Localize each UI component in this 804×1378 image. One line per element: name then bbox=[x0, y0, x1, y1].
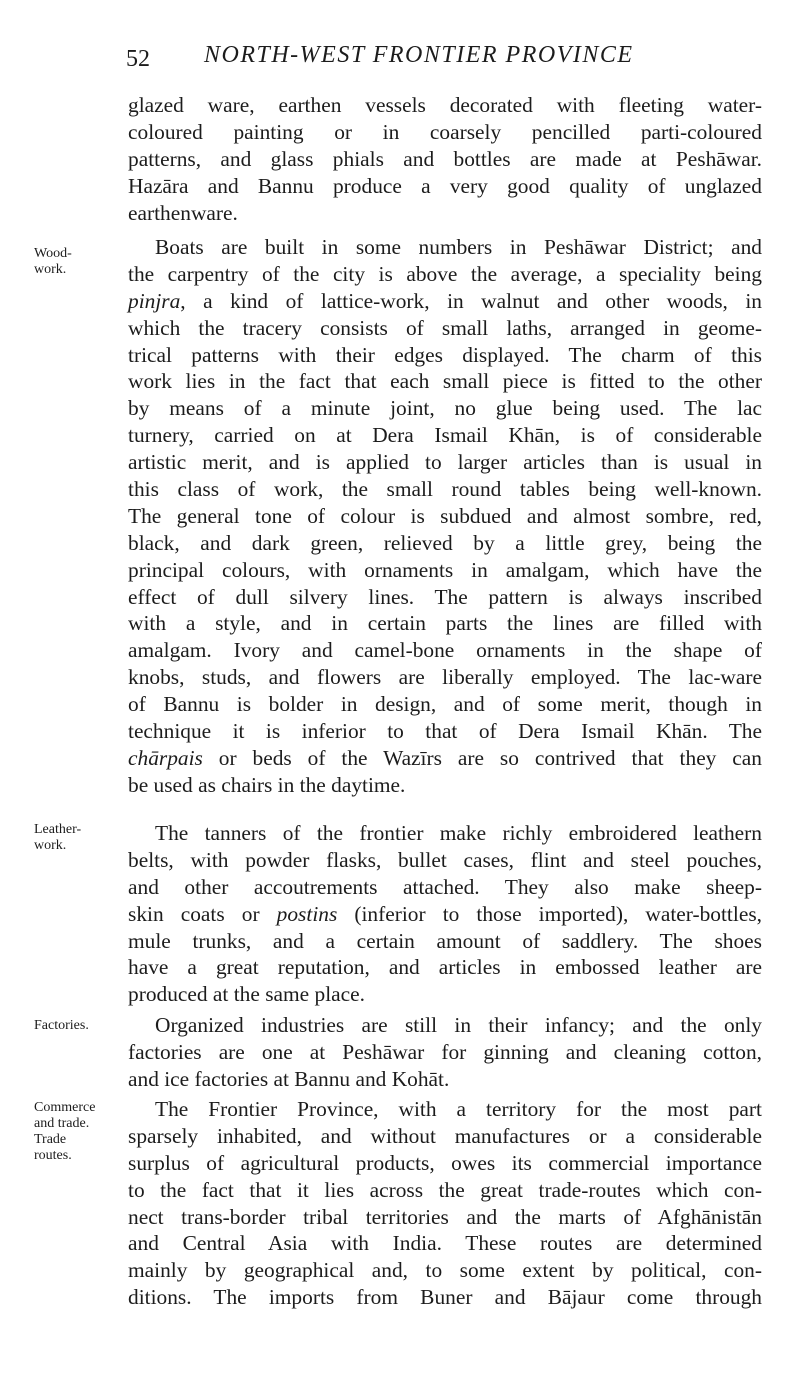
margin-note-line: and trade. bbox=[34, 1116, 90, 1131]
italic-term-charpais: chārpais bbox=[128, 745, 203, 770]
margin-note-commerce bbox=[34, 1100, 120, 1164]
text-line: with a style, and in certain parts the lines are filled with bbox=[128, 611, 762, 636]
text-line: which the tracery consists of small laths, arranged in geome- bbox=[128, 315, 762, 340]
text-line bbox=[128, 745, 762, 772]
text-line: ditions. The imports from Buner and Bājaur come through bbox=[128, 1285, 762, 1310]
paragraph-commerce bbox=[128, 1096, 762, 1311]
italic-term-postins: postins bbox=[276, 901, 338, 926]
text-line: work lies in the fact that each small piece is fitted to the other bbox=[128, 369, 762, 394]
paragraph-pottery bbox=[128, 92, 762, 226]
text-line: Boats are built in some numbers in Peshāwar District; and bbox=[155, 235, 762, 259]
text-line: nect trans-border tribal territories and the marts of Afghānistān bbox=[128, 1204, 762, 1229]
margin-note-line: work. bbox=[34, 262, 67, 277]
text-line: and ice factories at Bannu and Kohāt. bbox=[128, 1066, 450, 1091]
margin-note-leatherwork bbox=[34, 822, 120, 854]
margin-note-line: Commerce bbox=[34, 1100, 96, 1115]
text-line-start: skin coats or bbox=[128, 901, 277, 926]
text-line: belts, with powder flasks, bullet cases, flint and steel pouches, bbox=[128, 847, 762, 872]
text-line: Organized industries are still in their infancy; and the only bbox=[155, 1013, 762, 1037]
text-line: sparsely inhabited, and without manufactures or a considerable bbox=[128, 1123, 762, 1148]
italic-term-pinjra: pinjra bbox=[128, 288, 181, 313]
text-line: The Frontier Province, with a territory for the most part bbox=[155, 1097, 762, 1121]
text-line: have a great reputation, and articles in embossed leather are bbox=[128, 955, 762, 980]
text-line: The tanners of the frontier make richly embroidered leathern bbox=[155, 821, 762, 845]
margin-note-line: Wood- bbox=[34, 246, 72, 261]
margin-note-line: routes. bbox=[34, 1148, 72, 1163]
text-line: mainly by geographical and, to some extent by political, con- bbox=[128, 1258, 762, 1283]
paragraph-leatherwork bbox=[128, 820, 762, 1008]
text-line: coloured painting or in coarsely pencilled parti-coloured bbox=[128, 119, 762, 144]
margin-note-line: Trade bbox=[34, 1132, 67, 1147]
text-line: the carpentry of the city is above the average, a speciality being bbox=[128, 261, 762, 286]
text-line: technique it is inferior to that of Dera Ismail Khān. The bbox=[128, 719, 762, 744]
text-line: black, and dark green, relieved by a little grey, being the bbox=[128, 530, 762, 555]
text-line: glazed ware, earthen vessels decorated with fleeting water- bbox=[128, 93, 762, 117]
text-line-rest: , a kind of lattice-work, in walnut and other woods, in bbox=[180, 288, 762, 313]
paragraph-woodwork bbox=[128, 234, 762, 799]
text-line: and Central Asia with India. These routes are determined bbox=[128, 1231, 762, 1256]
text-line: mule trunks, and a certain amount of saddlery. The shoes bbox=[128, 928, 762, 953]
text-line: and other accoutrements attached. They also make sheep- bbox=[128, 874, 762, 899]
text-line: Hazāra and Bannu produce a very good quality of unglazed bbox=[128, 173, 762, 198]
text-line: surplus of agricultural products, owes its commercial importance bbox=[128, 1150, 762, 1175]
running-title: NORTH-WEST FRONTIER PROVINCE bbox=[204, 42, 634, 68]
text-line: be used as chairs in the daytime. bbox=[128, 772, 406, 797]
text-line: artistic merit, and is applied to larger articles than is usual in bbox=[128, 450, 762, 475]
margin-note-factories bbox=[34, 1018, 120, 1034]
text-line: amalgam. Ivory and camel-bone ornaments in the shape of bbox=[128, 638, 762, 663]
page-number: 52 bbox=[126, 46, 150, 72]
text-line: The general tone of colour is subdued and almost sombre, red, bbox=[128, 503, 762, 528]
text-line: by means of a minute joint, no glue being used. The lac bbox=[128, 396, 762, 421]
text-line: patterns, and glass phials and bottles are made at Peshāwar. bbox=[128, 146, 762, 171]
text-line: to the fact that it lies across the great trade-routes which con- bbox=[128, 1177, 762, 1202]
text-line: earthenware. bbox=[128, 200, 238, 225]
text-line: principal colours, with ornaments in amalgam, which have the bbox=[128, 557, 762, 582]
text-line: knobs, studs, and flowers are liberally employed. The lac-ware bbox=[128, 665, 762, 690]
text-line: factories are one at Peshāwar for ginning and cleaning cotton, bbox=[128, 1039, 762, 1064]
text-line: of Bannu is bolder in design, and of some merit, though in bbox=[128, 692, 762, 717]
margin-note-line: Factories. bbox=[34, 1018, 89, 1033]
margin-note-line: work. bbox=[34, 838, 67, 853]
text-line: produced at the same place. bbox=[128, 982, 365, 1007]
margin-note-line: Leather- bbox=[34, 822, 82, 837]
text-line: effect of dull silvery lines. The pattern is always inscribed bbox=[128, 584, 762, 609]
text-line-rest: or beds of the Wazīrs are so contrived that they can bbox=[202, 745, 762, 770]
paragraph-factories bbox=[128, 1012, 762, 1093]
text-line bbox=[128, 288, 762, 315]
page-header bbox=[126, 42, 766, 76]
margin-note-woodwork bbox=[34, 246, 120, 278]
text-line bbox=[128, 901, 762, 928]
text-line-rest: (inferior to those imported), water-bottles, bbox=[337, 901, 762, 926]
text-line: this class of work, the small round tables being well-known. bbox=[128, 477, 762, 502]
text-line: turnery, carried on at Dera Ismail Khān, is of considerable bbox=[128, 423, 762, 448]
text-line: trical patterns with their edges displayed. The charm of this bbox=[128, 342, 762, 367]
